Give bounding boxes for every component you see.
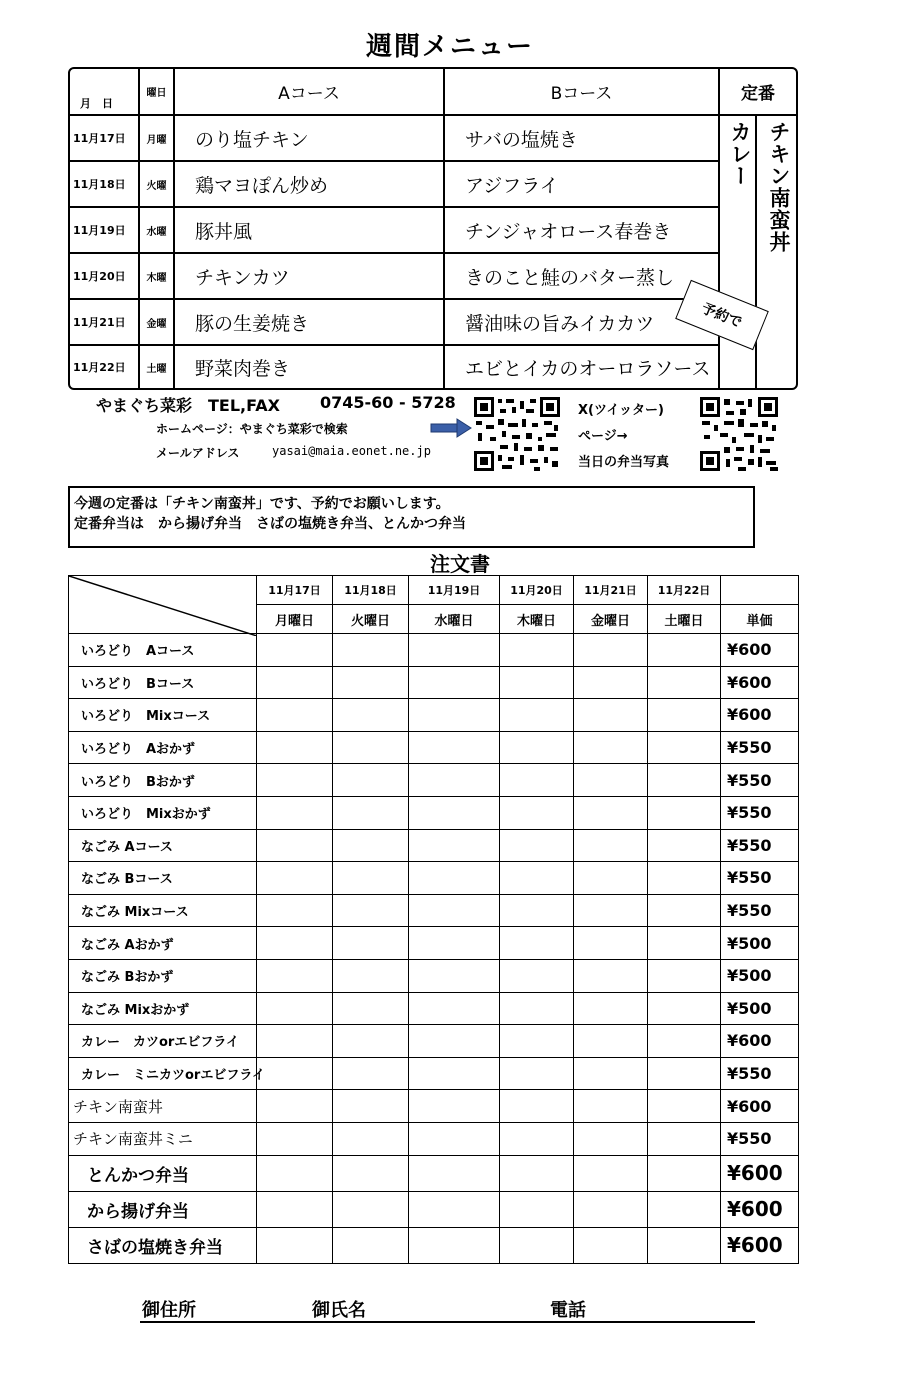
order-quantity-cell[interactable] [409, 959, 500, 992]
order-row [69, 1191, 799, 1227]
order-quantity-cell[interactable] [500, 1122, 574, 1155]
order-quantity-cell[interactable] [409, 1057, 500, 1090]
order-item-price: ¥600 [721, 634, 799, 667]
order-quantity-cell[interactable] [333, 959, 409, 992]
order-quantity-cell[interactable] [500, 894, 574, 927]
notice-line-2: 定番弁当は から揚げ弁当 さばの塩焼き弁当、とんかつ弁当 [74, 516, 466, 532]
order-item-price: ¥600 [721, 1090, 799, 1123]
order-quantity-cell[interactable] [333, 699, 409, 732]
order-quantity-cell[interactable] [648, 959, 721, 992]
order-quantity-cell[interactable] [648, 1057, 721, 1090]
shop-name: やまぐち菜彩 TEL,FAX [96, 396, 280, 415]
order-quantity-cell[interactable] [409, 796, 500, 829]
order-quantity-cell[interactable] [648, 634, 721, 667]
order-date: 11月20日 [500, 576, 574, 605]
order-quantity-cell[interactable] [257, 1191, 333, 1227]
order-item-name: さばの塩焼き弁当 [69, 1227, 257, 1263]
order-quantity-cell[interactable] [333, 862, 409, 895]
order-date: 11月22日 [648, 576, 721, 605]
order-row [69, 699, 799, 732]
order-quantity-cell[interactable] [257, 1122, 333, 1155]
order-quantity-cell[interactable] [574, 1090, 648, 1123]
order-quantity-cell[interactable] [574, 959, 648, 992]
order-quantity-cell[interactable] [648, 764, 721, 797]
order-quantity-cell[interactable] [257, 699, 333, 732]
order-day: 水曜日 [409, 605, 500, 634]
header-course-b: Bコース [550, 84, 613, 104]
order-item-price: ¥500 [721, 927, 799, 960]
order-item-name: カレー カツorエビフライ [69, 1025, 257, 1058]
order-item-price: ¥550 [721, 796, 799, 829]
order-row [69, 959, 799, 992]
notice-line-1: 今週の定番は「チキン南蛮丼」です、予約でお願いします。 [74, 496, 450, 512]
menu-course-a: 鶏マヨぽん炒め [195, 174, 329, 197]
order-quantity-cell[interactable] [574, 1057, 648, 1090]
order-item-name: なごみ Aおかず [69, 927, 257, 960]
order-quantity-cell[interactable] [333, 894, 409, 927]
order-row [69, 992, 799, 1025]
order-quantity-cell[interactable] [257, 1057, 333, 1090]
order-quantity-cell[interactable] [333, 1122, 409, 1155]
menu-course-a: 豚丼風 [195, 220, 253, 243]
order-row [69, 764, 799, 797]
menu-dow: 金曜 [146, 318, 167, 330]
order-quantity-cell[interactable] [500, 862, 574, 895]
order-item-price: ¥500 [721, 959, 799, 992]
order-item-name: なごみ Mixおかず [69, 992, 257, 1025]
order-quantity-cell[interactable] [333, 1057, 409, 1090]
order-quantity-cell[interactable] [333, 1227, 409, 1263]
order-quantity-cell[interactable] [500, 927, 574, 960]
order-quantity-cell[interactable] [409, 764, 500, 797]
order-day: 土曜日 [648, 605, 721, 634]
order-quantity-cell[interactable] [648, 699, 721, 732]
order-quantity-cell[interactable] [333, 992, 409, 1025]
order-quantity-cell[interactable] [648, 731, 721, 764]
order-quantity-cell[interactable] [500, 796, 574, 829]
order-quantity-cell[interactable] [257, 796, 333, 829]
order-quantity-cell[interactable] [648, 927, 721, 960]
order-quantity-cell[interactable] [648, 1155, 721, 1191]
menu-date: 11月20日 [73, 270, 126, 283]
diagonal-header-cell [69, 576, 257, 634]
order-quantity-cell[interactable] [574, 731, 648, 764]
order-quantity-cell[interactable] [500, 959, 574, 992]
order-quantity-cell[interactable] [333, 731, 409, 764]
order-item-name: なごみ Bおかず [69, 959, 257, 992]
twitter-label: X(ツイッター) [578, 403, 664, 418]
order-quantity-cell[interactable] [257, 959, 333, 992]
order-quantity-cell[interactable] [333, 634, 409, 667]
order-row [69, 1122, 799, 1155]
order-item-name: カレー ミニカツorエビフライ [69, 1057, 257, 1090]
order-quantity-cell[interactable] [500, 1090, 574, 1123]
menu-course-b: エビとイカのオーロラソース [465, 357, 711, 380]
qr-code-homepage-icon[interactable] [474, 397, 560, 471]
order-day: 火曜日 [333, 605, 409, 634]
twitter-photo-label: 当日の弁当写真 [578, 455, 670, 470]
order-quantity-cell[interactable] [257, 1227, 333, 1263]
order-quantity-cell[interactable] [574, 927, 648, 960]
order-row [69, 894, 799, 927]
order-day: 木曜日 [500, 605, 574, 634]
header-dow: 曜日 [146, 88, 167, 99]
menu-course-b: サバの塩焼き [465, 128, 578, 151]
order-quantity-cell[interactable] [257, 731, 333, 764]
order-row [69, 927, 799, 960]
order-quantity-cell[interactable] [409, 1090, 500, 1123]
order-quantity-cell[interactable] [574, 894, 648, 927]
footer-underline [140, 1321, 755, 1323]
order-quantity-cell[interactable] [333, 796, 409, 829]
order-quantity-cell[interactable] [409, 634, 500, 667]
order-item-name: とんかつ弁当 [69, 1155, 257, 1191]
order-item-name: いろどり Bおかず [69, 764, 257, 797]
menu-dow: 木曜 [146, 272, 167, 284]
order-item-price: ¥600 [721, 1227, 799, 1263]
menu-dow: 火曜 [146, 180, 167, 192]
reservation-stamp: 予約で [675, 280, 769, 350]
order-row [69, 731, 799, 764]
order-quantity-cell[interactable] [648, 894, 721, 927]
order-row [69, 1155, 799, 1191]
order-quantity-cell[interactable] [333, 927, 409, 960]
order-quantity-cell[interactable] [409, 1122, 500, 1155]
order-quantity-cell[interactable] [574, 666, 648, 699]
order-item-name: なごみ Aコース [69, 829, 257, 862]
order-quantity-cell[interactable] [574, 1122, 648, 1155]
order-date: 11月19日 [409, 576, 500, 605]
diagonal-line-icon [69, 576, 257, 636]
order-quantity-cell[interactable] [500, 1191, 574, 1227]
order-quantity-cell[interactable] [257, 894, 333, 927]
order-item-price: ¥550 [721, 894, 799, 927]
order-item-price: ¥600 [721, 666, 799, 699]
phone-label: 電話 [550, 1300, 586, 1321]
twitter-page-label: ページ→ [578, 429, 628, 444]
order-row [69, 796, 799, 829]
order-quantity-cell[interactable] [409, 894, 500, 927]
menu-dow: 月曜 [146, 134, 167, 146]
order-item-name: いろどり Aコース [69, 634, 257, 667]
menu-dow: 水曜 [146, 226, 167, 238]
order-quantity-cell[interactable] [574, 1191, 648, 1227]
order-item-price: ¥500 [721, 992, 799, 1025]
order-item-name: なごみ Bコース [69, 862, 257, 895]
order-quantity-cell[interactable] [409, 666, 500, 699]
mail-address[interactable]: yasai@maia.eonet.ne.jp [272, 444, 431, 458]
order-quantity-cell[interactable] [648, 862, 721, 895]
shop-phone: 0745-60 - 5728 [320, 393, 456, 412]
order-item-price: ¥550 [721, 862, 799, 895]
order-quantity-cell[interactable] [409, 829, 500, 862]
order-quantity-cell[interactable] [257, 666, 333, 699]
order-quantity-cell[interactable] [574, 699, 648, 732]
order-quantity-cell[interactable] [574, 634, 648, 667]
order-row [69, 1227, 799, 1263]
order-quantity-cell[interactable] [500, 699, 574, 732]
order-quantity-cell[interactable] [500, 1155, 574, 1191]
order-quantity-cell[interactable] [574, 764, 648, 797]
order-item-name: いろどり Bコース [69, 666, 257, 699]
order-row [69, 1025, 799, 1058]
page-title: 週間メニュー [365, 32, 534, 62]
menu-course-b: 醤油味の旨みイカカツ [465, 312, 655, 335]
order-item-name: いろどり Mixおかず [69, 796, 257, 829]
order-item-price: ¥600 [721, 1191, 799, 1227]
order-quantity-cell[interactable] [648, 1025, 721, 1058]
order-item-price: ¥550 [721, 1057, 799, 1090]
notice-box [68, 486, 755, 548]
menu-date: 11月22日 [73, 361, 126, 374]
order-quantity-cell[interactable] [257, 1155, 333, 1191]
order-row [69, 1090, 799, 1123]
order-date: 11月17日 [257, 576, 333, 605]
order-item-name: いろどり Mixコース [69, 699, 257, 732]
order-row [69, 829, 799, 862]
order-row [69, 862, 799, 895]
order-title: 注文書 [430, 552, 490, 576]
order-quantity-cell[interactable] [574, 829, 648, 862]
name-label: 御氏名 [312, 1300, 366, 1321]
order-quantity-cell[interactable] [500, 634, 574, 667]
order-date: 11月21日 [574, 576, 648, 605]
order-quantity-cell[interactable] [500, 731, 574, 764]
address-label: 御住所 [142, 1300, 196, 1321]
order-quantity-cell[interactable] [409, 699, 500, 732]
order-item-name: なごみ Mixコース [69, 894, 257, 927]
order-quantity-cell[interactable] [409, 992, 500, 1025]
order-quantity-cell[interactable] [500, 829, 574, 862]
order-item-name: から揚げ弁当 [69, 1191, 257, 1227]
order-item-price: ¥600 [721, 1025, 799, 1058]
order-quantity-cell[interactable] [333, 1025, 409, 1058]
order-quantity-cell[interactable] [409, 1025, 500, 1058]
order-quantity-cell[interactable] [409, 862, 500, 895]
homepage-text: ホームページ：やまぐち菜彩で検索 [156, 422, 348, 436]
order-row [69, 634, 799, 667]
order-quantity-cell[interactable] [500, 1057, 574, 1090]
order-quantity-cell[interactable] [648, 796, 721, 829]
menu-course-b: アジフライ [465, 174, 559, 197]
menu-date: 11月21日 [73, 316, 126, 329]
price-header: 単価 [721, 605, 799, 634]
order-quantity-cell[interactable] [500, 992, 574, 1025]
order-quantity-cell[interactable] [333, 666, 409, 699]
order-quantity-cell[interactable] [333, 1155, 409, 1191]
order-quantity-cell[interactable] [409, 927, 500, 960]
weekly-menu-table [68, 67, 798, 390]
menu-course-a: チキンカツ [195, 266, 290, 289]
order-quantity-cell[interactable] [648, 1090, 721, 1123]
order-day: 月曜日 [257, 605, 333, 634]
order-quantity-cell[interactable] [257, 1025, 333, 1058]
header-regular: 定番 [741, 84, 775, 104]
order-quantity-cell[interactable] [257, 634, 333, 667]
order-quantity-cell[interactable] [500, 666, 574, 699]
order-row [69, 666, 799, 699]
menu-course-a: のり塩チキン [195, 128, 309, 151]
menu-course-a: 豚の生姜焼き [195, 312, 310, 335]
order-item-price: ¥550 [721, 1122, 799, 1155]
arrow-right-icon [430, 418, 472, 438]
regular-curry: カレー [728, 121, 752, 187]
order-day: 金曜日 [574, 605, 648, 634]
order-item-name: いろどり Aおかず [69, 731, 257, 764]
order-item-price: ¥550 [721, 829, 799, 862]
regular-chicken-nanban: チキン南蛮丼 [767, 121, 791, 253]
order-row [69, 1057, 799, 1090]
order-quantity-cell[interactable] [648, 666, 721, 699]
order-quantity-cell[interactable] [648, 1191, 721, 1227]
order-quantity-cell[interactable] [574, 1155, 648, 1191]
menu-course-b: チンジャオロース春巻き [465, 220, 672, 243]
order-quantity-cell[interactable] [500, 1227, 574, 1263]
order-quantity-cell[interactable] [500, 1025, 574, 1058]
order-quantity-cell[interactable] [257, 1090, 333, 1123]
order-quantity-cell[interactable] [574, 862, 648, 895]
order-quantity-cell[interactable] [648, 1122, 721, 1155]
order-quantity-cell[interactable] [574, 1227, 648, 1263]
order-quantity-cell[interactable] [574, 796, 648, 829]
menu-date: 11月17日 [73, 132, 126, 145]
menu-course-b: きのこと鮭のバター蒸し [465, 266, 675, 289]
order-quantity-cell[interactable] [574, 992, 648, 1025]
order-quantity-cell[interactable] [257, 829, 333, 862]
order-quantity-cell[interactable] [409, 731, 500, 764]
menu-date: 11月19日 [73, 224, 126, 237]
order-quantity-cell[interactable] [648, 992, 721, 1025]
order-item-name: チキン南蛮丼 [69, 1090, 257, 1123]
order-quantity-cell[interactable] [257, 862, 333, 895]
order-item-name: チキン南蛮丼ミニ [69, 1122, 257, 1155]
menu-dow: 土曜 [146, 363, 167, 375]
order-item-price: ¥550 [721, 731, 799, 764]
order-item-price: ¥600 [721, 699, 799, 732]
order-quantity-cell[interactable] [648, 829, 721, 862]
order-quantity-cell[interactable] [257, 927, 333, 960]
order-item-price: ¥550 [721, 764, 799, 797]
order-quantity-cell[interactable] [257, 992, 333, 1025]
order-quantity-cell[interactable] [333, 764, 409, 797]
menu-date: 11月18日 [73, 178, 126, 191]
order-quantity-cell[interactable] [409, 1155, 500, 1191]
order-quantity-cell[interactable] [500, 764, 574, 797]
order-quantity-cell[interactable] [257, 764, 333, 797]
mail-label: メールアドレス [156, 446, 240, 460]
header-date: 月 日 [80, 97, 113, 110]
qr-code-twitter-icon[interactable] [700, 397, 778, 471]
order-date: 11月18日 [333, 576, 409, 605]
order-quantity-cell[interactable] [409, 1191, 500, 1227]
menu-course-a: 野菜肉巻き [195, 357, 291, 380]
order-quantity-cell[interactable] [409, 1227, 500, 1263]
header-course-a: Aコース [278, 84, 340, 104]
order-quantity-cell[interactable] [333, 1090, 409, 1123]
order-quantity-cell[interactable] [648, 1227, 721, 1263]
order-form-table [68, 575, 798, 1264]
order-item-price: ¥600 [721, 1155, 799, 1191]
order-quantity-cell[interactable] [574, 1025, 648, 1058]
order-quantity-cell[interactable] [333, 1191, 409, 1227]
order-quantity-cell[interactable] [333, 829, 409, 862]
